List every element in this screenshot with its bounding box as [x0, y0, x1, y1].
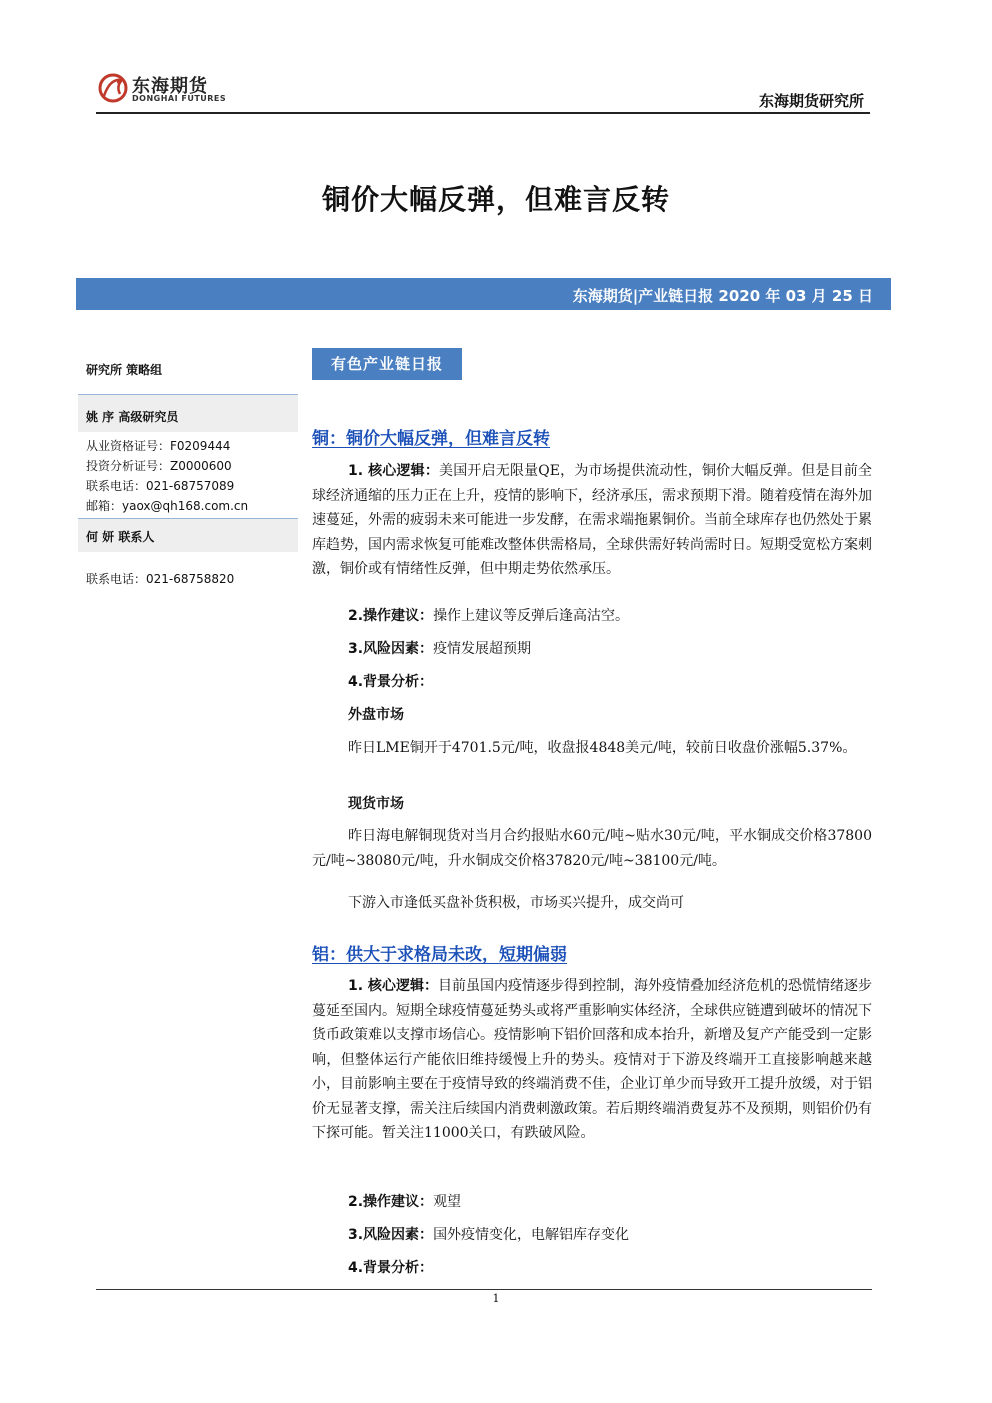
- copper-spot-paragraph-2: [312, 891, 872, 916]
- copper-spot-label-row: [312, 792, 872, 817]
- sidebar-analyst-name: 姚 序 高级研究员: [86, 410, 179, 424]
- page-title: 铜价大幅反弹，但难言反转: [321, 183, 670, 216]
- logo-text-en: DONGHAI FUTURES: [132, 94, 227, 103]
- sidebar-contact-phone: 联系电话：021-68758820: [86, 572, 235, 586]
- sidebar-info-line: 联系电话：021-68757089: [86, 479, 235, 493]
- copper-spot-paragraph: [312, 824, 872, 873]
- sidebar-info-line: 从业资格证号：F0209444: [86, 439, 231, 453]
- aluminum-logic-text: 目前虽国内疫情逐步得到控制，海外疫情叠加经济危机的恐慌情绪逐步蔓延至国内。短期全球疫情蔓延势头或将严重影响实体经济，全球供应链遭到破坏的情况下货币政策难以支撑市场信心。疫情影响下铝价回落和成本抬升，新增及复产产能受到一定影响，但整体运行产能依旧维持缓慢上升的势头。疫情对于下游及终端开工直接影响越来越小，目前影响主要在于疫情导致的终端消费不佳，企业订单少而导致开工提升放缓，对于铝价无显著支撑，需关注后续国内消费刺激政策。若后期终端消费复苏不及预期，则铝价仍有下探可能。暂关注11000关口，有跌破风险。: [312, 978, 873, 1141]
- copper-advice-paragraph: [312, 604, 872, 629]
- logo-text-cn: 东海期货: [132, 76, 208, 97]
- aluminum-risk-paragraph: [312, 1223, 872, 1248]
- sidebar-group: 研究所 策略组: [86, 363, 163, 377]
- copper-bg-paragraph: [312, 670, 872, 695]
- copper-overseas-label: 外盘市场: [348, 707, 404, 723]
- sidebar-info-line: 邮箱：yaox@qh168.com.cn: [86, 499, 249, 513]
- copper-advice-text: 操作上建议等反弹后逢高沽空。: [433, 608, 630, 624]
- company-logo: [96, 68, 236, 108]
- sidebar-analyst-info: [86, 436, 298, 516]
- aluminum-advice-paragraph: [312, 1190, 872, 1215]
- copper-spot-text: 昨日海电解铜现货对当月合约报贴水60元/吨~贴水30元/吨，平水铜成交价格37800元/吨~38080元/吨，升水铜成交价格37820元/吨~38100元/吨。: [312, 828, 872, 869]
- dragon-logo-icon: [96, 68, 130, 108]
- report-banner-text: 东海期货|产业链日报 2020 年 03 月 25 日: [572, 287, 873, 305]
- aluminum-heading: 铝：供大于求格局未改，短期偏弱: [312, 945, 567, 965]
- sidebar-divider: [78, 518, 298, 519]
- aluminum-bg-paragraph: [312, 1256, 872, 1281]
- copper-advice-label: 2.操作建议：: [348, 608, 434, 624]
- report-banner: [76, 278, 891, 310]
- copper-logic-text: 美国开启无限量QE，为市场提供流动性，铜价大幅反弹。但是目前全球经济通缩的压力正在上升，疫情的影响下，经济承压，需求预期下滑。随着疫情在海外加速蔓延，外需的疲弱未来可能进一步发酵，在需求端拖累铜价。当前全球库存也仍然处于累库趋势，国内需求恢复可能难改整体供需格局，全球供需好转尚需时日。短期受宽松方案刺激，铜价或有情绪性反弹，但中期走势依然承压。: [312, 463, 872, 577]
- page-number: 1: [492, 1292, 500, 1305]
- copper-overseas-label-row: [312, 703, 872, 728]
- copper-bg-label: 4.背景分析：: [348, 674, 434, 690]
- aluminum-bg-label: 4.背景分析：: [348, 1260, 434, 1276]
- copper-risk-text: 疫情发展超预期: [433, 641, 532, 657]
- copper-overseas-paragraph: [312, 736, 872, 761]
- copper-overseas-text: 昨日LME铜开于4701.5元/吨，收盘报4848美元/吨，较前日收盘价涨幅5.37%。: [348, 740, 857, 756]
- sidebar-info-line: 投资分析证号：Z0000600: [86, 459, 232, 473]
- copper-risk-paragraph: [312, 637, 872, 662]
- sidebar-contact-name: 何 妍 联系人: [86, 530, 155, 544]
- copper-logic-label: 1. 核心逻辑：: [348, 463, 440, 479]
- header-rule: [96, 112, 870, 114]
- aluminum-logic-label: 1. 核心逻辑：: [348, 978, 438, 994]
- copper-spot-text-2: 下游入市逢低买盘补货积极，市场买兴提升，成交尚可: [348, 895, 684, 911]
- aluminum-advice-text: 观望: [433, 1194, 462, 1210]
- aluminum-logic-paragraph: [312, 974, 872, 1146]
- footer-rule: [96, 1289, 872, 1290]
- institute-name: 东海期货研究所: [758, 92, 864, 110]
- copper-heading: 铜：铜价大幅反弹，但难言反转: [312, 429, 550, 449]
- copper-logic-paragraph: [312, 459, 872, 582]
- copper-spot-label: 现货市场: [348, 796, 404, 812]
- aluminum-risk-text: 国外疫情变化，电解铝库存变化: [433, 1227, 630, 1243]
- section-tag: 有色产业链日报: [312, 348, 462, 380]
- aluminum-advice-label: 2.操作建议：: [348, 1194, 434, 1210]
- copper-risk-label: 3.风险因素：: [348, 641, 434, 657]
- sidebar-divider: [78, 394, 298, 395]
- aluminum-risk-label: 3.风险因素：: [348, 1227, 434, 1243]
